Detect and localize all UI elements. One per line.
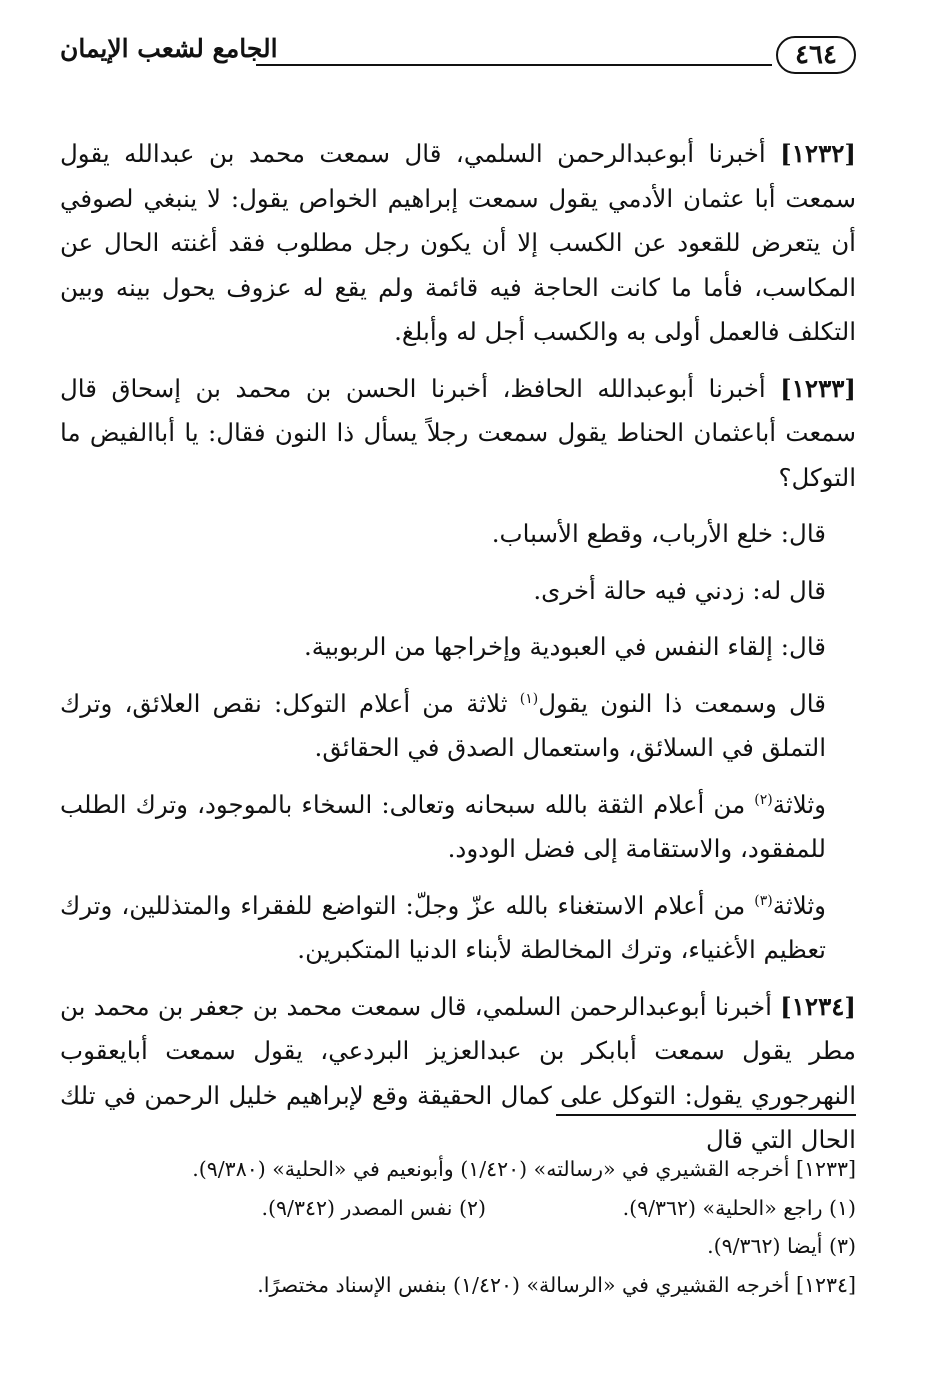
- footnote-2: (٢) نفس المصدر (٩/٣٤٢).: [261, 1195, 486, 1220]
- paragraph-text: أخبرنا أبوعبدالرحمن السلمي، قال سمعت محمد بن عبدالله يقول سمعت أبا عثمان الأدمي يقول سمعت إبراهيم الخواص يقول: لا ينبغي لصوفي أن يتعرض للقعود عن الكسب إلا أن يكون رجل مطلوب فقد أغنته الحال عن المكاسب، فأما ما كانت الحاجة فيه قائمة ولم يقع له عزوف يحول بينه وبين التكلف فالعمل أولى به والكسب أجل له وأبلغ.: [60, 139, 856, 346]
- page-header: [60, 22, 856, 84]
- paragraph-text: ثلاثة من أعلام التوكل: نقص العلائق، وترك التملق في السلائق، واستعمال الصدق في الحقائق.: [60, 688, 826, 762]
- page-number: ٤٦٤: [776, 36, 856, 74]
- paragraph-answer-2: قال: إلقاء النفس في العبودية وإخراجها من الربوبية.: [303, 632, 826, 661]
- paragraph-text: وثلاثة: [772, 789, 826, 819]
- footnote-1: (١) راجع «الحلية» (٩/٣٦٢).: [622, 1195, 856, 1220]
- footnote-marker-2[interactable]: (٢): [754, 791, 773, 808]
- paragraph-text: أخبرنا أبوعبدالرحمن السلمي، قال سمعت محمد بن جعفر بن محمد بن مطر يقول سمعت أبابكر بن عبدالعزيز البردعي، يقول سمعت أبايعقوب النهرجوري يقول: التوكل على كمال الحقيقة وقع لإبراهيم خليل الرحمن في تلك الحال التي قال: [60, 991, 856, 1154]
- hadith-number: [١٢٣٣]: [780, 373, 856, 403]
- paragraph-text: وثلاثة: [772, 890, 826, 920]
- paragraph-three-thiqa: [60, 783, 856, 872]
- footnote-1234: [١٢٣٤] أخرجه القشيري في «الرسالة» (١/٤٢٠) بنفس الإسناد مختصرًا.: [257, 1272, 856, 1297]
- hadith-number: [١٢٣٢]: [780, 139, 856, 168]
- paragraph-1234: [60, 985, 856, 1163]
- hadith-number: [١٢٣٤]: [780, 991, 856, 1021]
- paragraph-text: من أعلام الثقة بالله سبحانه وتعالى: السخاء بالموجود، وترك الطلب للمفقود، والاستقامة إلى فضل الودود.: [60, 789, 826, 863]
- body-text: [60, 132, 856, 1163]
- footnote-separator: [556, 1114, 856, 1116]
- paragraph-1232: [60, 132, 856, 355]
- book-page: [60, 22, 856, 1362]
- footnotes: [60, 1150, 856, 1304]
- footnote-1233: [١٢٣٣] أخرجه القشيري في «رسالته» (١/٤٢٠) وأبونعيم في «الحلية» (٩/٣٨٠).: [192, 1157, 856, 1181]
- footnote-3: (٣) أيضا (٩/٣٦٢).: [707, 1234, 856, 1258]
- footnote-marker-1[interactable]: (١): [519, 690, 539, 707]
- running-title: الجامع لشعب الإيمان: [60, 34, 278, 63]
- paragraph-three-tawakkul: [60, 682, 856, 771]
- paragraph-text: قال وسمعت ذا النون يقول: [538, 688, 826, 718]
- footnote-row: [60, 1189, 856, 1228]
- header-rule: [256, 64, 772, 66]
- paragraph-three-istighna: [60, 884, 856, 973]
- paragraph-1233: [60, 367, 856, 501]
- footnote-marker-3[interactable]: (٣): [754, 892, 773, 909]
- paragraph-text: من أعلام الاستغناء بالله عزّ وجلّ: التواضع للفقراء والمتذللين، وترك تعظيم الأغنياء، وترك المخالطة لأبناء الدنيا المتكبرين.: [60, 890, 826, 964]
- paragraph-question-2: قال له: زدني فيه حالة أخرى.: [533, 575, 826, 605]
- paragraph-answer-1: قال: خلع الأرباب، وقطع الأسباب.: [491, 519, 826, 548]
- paragraph-text: أخبرنا أبوعبدالله الحافظ، أخبرنا الحسن بن محمد بن إسحاق قال سمعت أباعثمان الحناط يقول سمعت رجلاً يسأل ذا النون فقال: يا أباالفيض ما التوكل؟: [60, 373, 856, 492]
